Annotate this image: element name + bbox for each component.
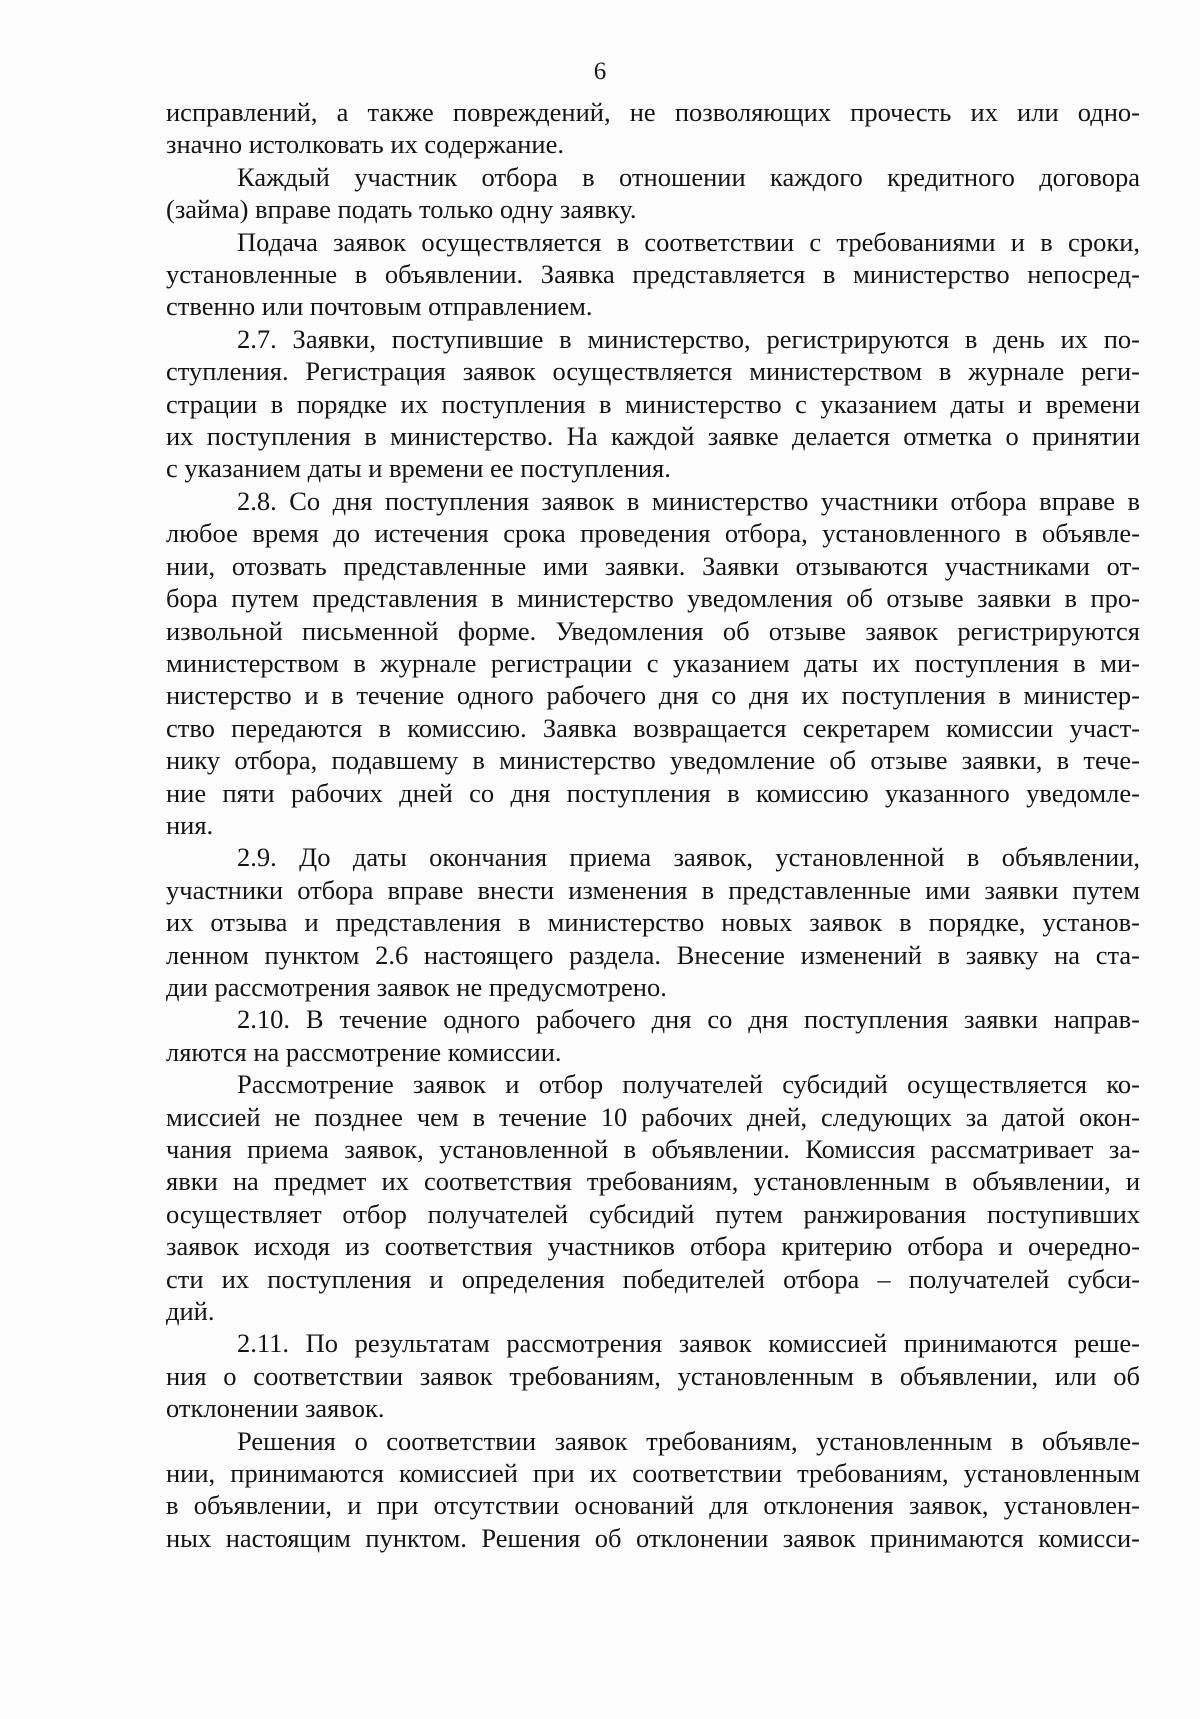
text-line: с указанием даты и времени ее поступления. (166, 453, 671, 484)
text-line: ния о соответствии заявок требованиям, установленным в объявлении, или об (166, 1360, 1140, 1391)
text-line: ство передаются в комиссию. Заявка возвращается секретарем комиссии участ- (166, 712, 1140, 743)
text-line: 2.9. До даты окончания приема заявок, установленной в объявлении, (237, 842, 1140, 873)
text-line: отклонении заявок. (166, 1393, 385, 1424)
text-line: бора путем представления в министерство уведомления об отзыве заявки в про- (166, 583, 1140, 614)
text-line: ступления. Регистрация заявок осуществляется министерством в журнале реги- (166, 356, 1140, 387)
text-line: дии рассмотрения заявок не предусмотрено. (166, 971, 667, 1002)
text-line: участники отбора вправе внести изменения в представленные ими заявки путем (166, 874, 1140, 905)
text-line: любое время до истечения срока проведения отбора, установленного в объявле- (166, 518, 1140, 549)
text-line: 2.8. Со дня поступления заявок в министерство участники отбора вправе в (237, 485, 1140, 516)
text-line: сти их поступления и определения победителей отбора – получателей субси- (166, 1263, 1140, 1294)
text-line: ляются на рассмотрение комиссии. (166, 1036, 562, 1067)
text-line: извольной письменной форме. Уведомления об отзыве заявок регистрируются (166, 615, 1140, 646)
page-number: 6 (593, 58, 607, 85)
text-line: их поступления в министерство. На каждой заявке делается отметка о принятии (166, 421, 1140, 452)
text-line: нии, отозвать представленные ими заявки. Заявки отзываются участниками от- (166, 550, 1140, 581)
text-line: явки на предмет их соответствия требованиям, установленным в объявлении, и (166, 1166, 1140, 1197)
text-line: в объявлении, и при отсутствии оснований для отклонения заявок, установлен- (166, 1490, 1140, 1521)
text-line: ленном пунктом 2.6 настоящего раздела. Внесение изменений в заявку на ста- (166, 939, 1140, 970)
text-line: Каждый участник отбора в отношении каждого кредитного договора (237, 161, 1140, 192)
text-line: Подача заявок осуществляется в соответствии с требованиями и в сроки, (237, 226, 1140, 257)
text-line: 2.10. В течение одного рабочего дня со дня поступления заявки направ- (237, 1004, 1140, 1035)
text-line: (займа) вправе подать только одну заявку. (166, 194, 637, 225)
text-line: ственно или почтовым отправлением. (166, 291, 593, 322)
text-line: страции в порядке их поступления в министерство с указанием даты и времени (166, 388, 1140, 419)
text-line: миссией не позднее чем в течение 10 рабочих дней, следующих за датой окон- (166, 1101, 1140, 1132)
text-line: 2.11. По результатам рассмотрения заявок комиссией принимаются реше- (237, 1328, 1140, 1359)
text-line: Рассмотрение заявок и отбор получателей субсидий осуществляется ко- (237, 1069, 1140, 1100)
text-line: их отзыва и представления в министерство новых заявок в порядке, установ- (166, 907, 1140, 938)
text-line: исправлений, а также повреждений, не позволяющих прочесть их или одно- (166, 97, 1140, 127)
text-line: нии, принимаются комиссией при их соответствии требованиям, установленным (166, 1458, 1140, 1489)
text-line: ных настоящим пунктом. Решения об отклонении заявок принимаются комисси- (166, 1522, 1140, 1553)
text-line: осуществляет отбор получателей субсидий путем ранжирования поступивших (166, 1198, 1140, 1229)
text-line: дий. (166, 1296, 215, 1327)
text-line: ния. (166, 809, 214, 840)
text-line: Решения о соответствии заявок требованиям, установленным в объявле- (237, 1425, 1140, 1456)
text-line: нистерство и в течение одного рабочего дня со дня их поступления в министер- (166, 680, 1140, 711)
text-line: заявок исходя из соответствия участников отбора критерию отбора и очередно- (166, 1231, 1140, 1262)
text-line: значно истолковать их содержание. (166, 129, 564, 160)
text-line: чания приема заявок, установленной в объявлении. Комиссия рассматривает за- (166, 1134, 1140, 1164)
text-line: ние пяти рабочих дней со дня поступления в комиссию указанного уведомле- (166, 777, 1140, 808)
document-body (166, 96, 1140, 1554)
text-line: министерством в журнале регистрации с указанием даты их поступления в ми- (166, 647, 1140, 678)
text-line: установленные в объявлении. Заявка представляется в министерство непосред- (166, 259, 1140, 290)
text-line: 2.7. Заявки, поступившие в министерство, регистрируются в день их по- (237, 323, 1140, 354)
text-line: нику отбора, подавшему в министерство уведомление об отзыве заявки, в тече- (166, 745, 1140, 776)
